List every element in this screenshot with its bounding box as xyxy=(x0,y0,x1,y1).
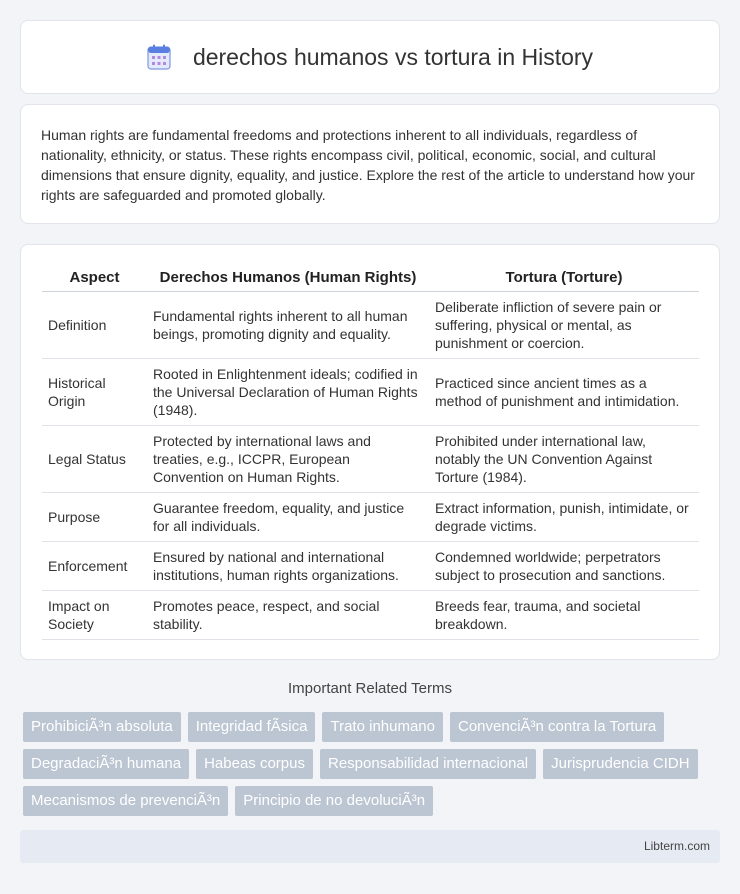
term-tag[interactable]: ProhibiciÃ³n absoluta xyxy=(23,712,181,742)
footer-site-link[interactable]: Libterm.com xyxy=(643,839,710,853)
header-torture: Tortura (Torture) xyxy=(429,263,699,291)
row-torture: Condemned worldwide; perpetrators subject to prosecution and sanctions. xyxy=(429,541,699,590)
term-tag[interactable]: Trato inhumano xyxy=(322,712,443,742)
term-tag[interactable]: Habeas corpus xyxy=(196,749,313,779)
row-human-rights: Promotes peace, respect, and social stability. xyxy=(147,590,429,639)
term-tag[interactable]: Mecanismos de prevenciÃ³n xyxy=(23,786,228,816)
term-tag[interactable]: DegradaciÃ³n humana xyxy=(23,749,189,779)
header-card xyxy=(20,20,720,94)
intro-card xyxy=(20,104,720,224)
row-human-rights: Guarantee freedom, equality, and justice for all individuals. xyxy=(147,492,429,541)
page-title: derechos humanos vs tortura in History xyxy=(192,43,594,70)
row-human-rights: Protected by international laws and treaties, e.g., ICCPR, European Convention on Human Rights. xyxy=(147,425,429,492)
row-human-rights: Ensured by national and international institutions, human rights organizations. xyxy=(147,541,429,590)
related-terms-list xyxy=(23,712,723,816)
row-aspect: Historical Origin xyxy=(42,358,147,425)
row-aspect: Legal Status xyxy=(42,425,147,492)
row-human-rights: Fundamental rights inherent to all human beings, promoting dignity and equality. xyxy=(147,291,429,358)
header-human-rights: Derechos Humanos (Human Rights) xyxy=(147,263,429,291)
row-aspect: Enforcement xyxy=(42,541,147,590)
row-human-rights: Rooted in Enlightenment ideals; codified in the Universal Declaration of Human Rights (1948). xyxy=(147,358,429,425)
table-row xyxy=(42,358,699,425)
table-row xyxy=(42,291,699,358)
table-row xyxy=(42,541,699,590)
table-header-row xyxy=(42,263,699,291)
term-tag[interactable]: ConvenciÃ³n contra la Tortura xyxy=(450,712,664,742)
table-row xyxy=(42,425,699,492)
footer xyxy=(20,830,720,863)
row-aspect: Definition xyxy=(42,291,147,358)
table-row xyxy=(42,492,699,541)
row-torture: Practiced since ancient times as a method of punishment and intimidation. xyxy=(429,358,699,425)
row-torture: Breeds fear, trauma, and societal breakdown. xyxy=(429,590,699,639)
table-row xyxy=(42,590,699,639)
term-tag[interactable]: Integridad fÃsica xyxy=(188,712,316,742)
row-torture: Deliberate infliction of severe pain or suffering, physical or mental, as punishment or coercion. xyxy=(429,291,699,358)
intro-text: Human rights are fundamental freedoms and protections inherent to all individuals, regardless of nationality, ethnicity, or status. These rights encompass civil, political, economic, social, and cultural dimensions that ensure dignity, equality, and justice. Explore the rest of the article to understand how your rights are safeguarded and promoted globally. xyxy=(41,127,695,203)
comparison-card xyxy=(20,244,720,660)
calendar-icon xyxy=(147,44,171,70)
term-tag[interactable]: Jurisprudencia CIDH xyxy=(543,749,697,779)
header-aspect: Aspect xyxy=(42,263,147,291)
row-aspect: Purpose xyxy=(42,492,147,541)
row-torture: Extract information, punish, intimidate, or degrade victims. xyxy=(429,492,699,541)
row-torture: Prohibited under international law, notably the UN Convention Against Torture (1984). xyxy=(429,425,699,492)
comparison-table xyxy=(42,263,699,640)
term-tag[interactable]: Principio de no devoluciÃ³n xyxy=(235,786,433,816)
term-tag[interactable]: Responsabilidad internacional xyxy=(320,749,536,779)
related-terms-title: Important Related Terms xyxy=(288,680,452,697)
row-aspect: Impact on Society xyxy=(42,590,147,639)
